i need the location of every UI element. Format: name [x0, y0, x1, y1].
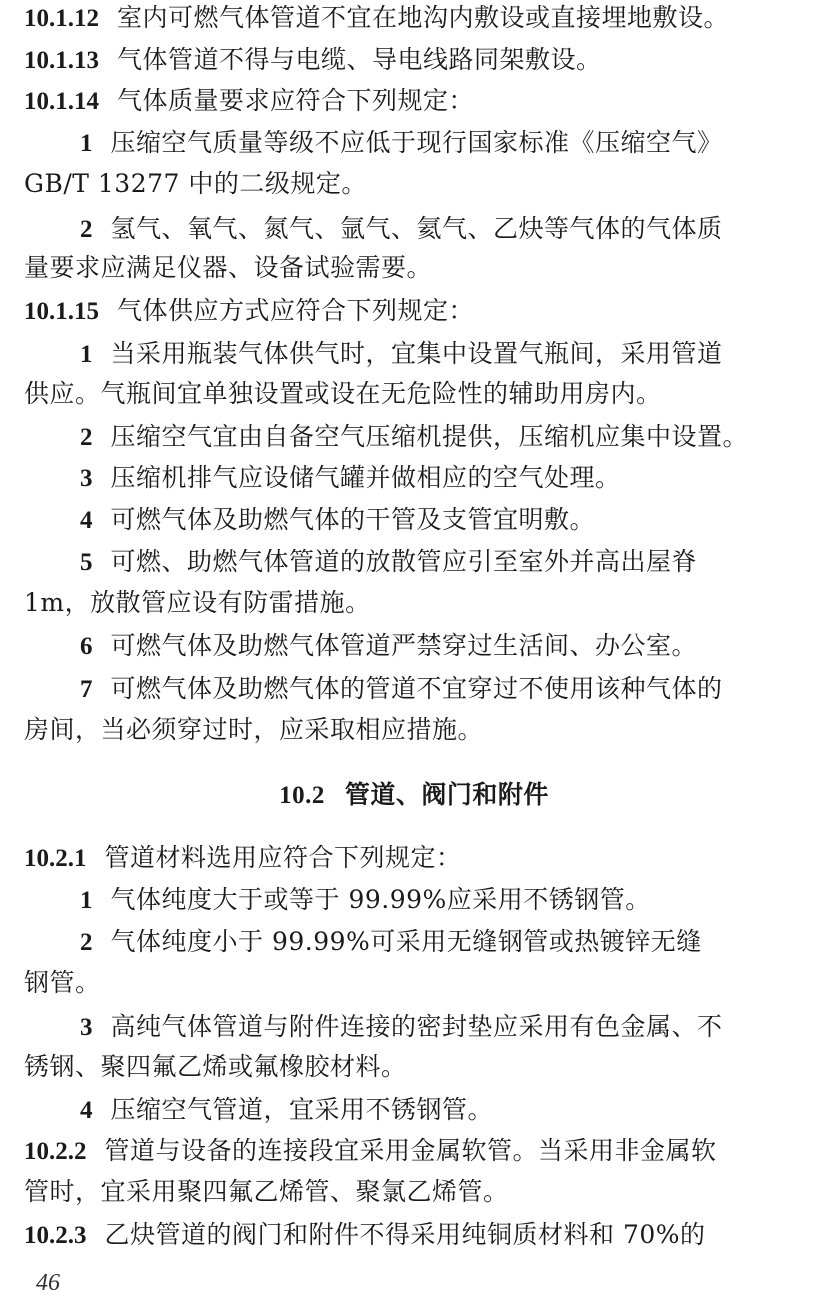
clause-10-1-13: 10.1.13 气体管道不得与电缆、导电线路同架敷设。 [24, 45, 602, 74]
list-item: 7 可燃气体及助燃气体的管道不宜穿过不使用该种气体的 [80, 674, 723, 703]
continuation-line: 房间，当必须穿过时，应采取相应措施。 [24, 715, 484, 744]
list-item: 1 气体纯度大于或等于 99.99%应采用不锈钢管。 [80, 885, 651, 914]
list-item: 5 可燃、助燃气体管道的放散管应引至室外并高出屋脊 [80, 547, 698, 576]
list-item: 1 当采用瓶装气体供气时，宜集中设置气瓶间，采用管道 [80, 339, 723, 368]
page-number: 46 [36, 1270, 60, 1296]
list-item: 2 气体纯度小于 99.99%可采用无缝钢管或热镀锌无缝 [80, 927, 702, 956]
continuation-line: 1m，放散管应设有防雷措施。 [24, 588, 371, 617]
list-item: 1 压缩空气质量等级不应低于现行国家标准《压缩空气》 [80, 128, 723, 157]
clause-10-1-12: 10.1.12 室内可燃气体管道不宜在地沟内敷设或直接埋地敷设。 [24, 3, 730, 32]
continuation-line: 量要求应满足仪器、设备试验需要。 [24, 253, 433, 282]
list-item: 4 可燃气体及助燃气体的干管及支管宜明敷。 [80, 505, 596, 534]
list-item: 3 压缩机排气应设储气罐并做相应的空气处理。 [80, 463, 621, 492]
clause-10-2-2: 10.2.2 管道与设备的连接段宜采用金属软管。当采用非金属软 [24, 1136, 717, 1165]
clause-10-1-14: 10.1.14 气体质量要求应符合下列规定： [24, 86, 475, 115]
list-item: 3 高纯气体管道与附件连接的密封垫应采用有色金属、不 [80, 1012, 723, 1041]
continuation-line: 供应。气瓶间宜单独设置或设在无危险性的辅助用房内。 [24, 379, 662, 408]
list-item: 6 可燃气体及助燃气体管道严禁穿过生活间、办公室。 [80, 631, 698, 660]
section-heading: 10.2 管道、阀门和附件 [279, 780, 549, 809]
clause-10-2-3: 10.2.3 乙炔管道的阀门和附件不得采用纯铜质材料和 70%的 [24, 1220, 706, 1249]
continuation-line: 管时，宜采用聚四氟乙烯管、聚氯乙烯管。 [24, 1177, 509, 1206]
continuation-line: 钢管。 [24, 968, 101, 997]
list-item: 4 压缩空气管道，宜采用不锈钢管。 [80, 1095, 494, 1124]
list-item: 2 压缩空气宜由自备空气压缩机提供，压缩机应集中设置。 [80, 422, 749, 451]
clause-10-1-15: 10.1.15 气体供应方式应符合下列规定： [24, 296, 475, 325]
continuation-line: GB/T 13277 中的二级规定。 [24, 169, 367, 198]
list-item: 2 氢气、氧气、氮气、氩气、氦气、乙炔等气体的气体质 [80, 214, 723, 243]
clause-10-2-1: 10.2.1 管道材料选用应符合下列规定： [24, 843, 462, 872]
continuation-line: 锈钢、聚四氟乙烯或氟橡胶材料。 [24, 1052, 407, 1081]
